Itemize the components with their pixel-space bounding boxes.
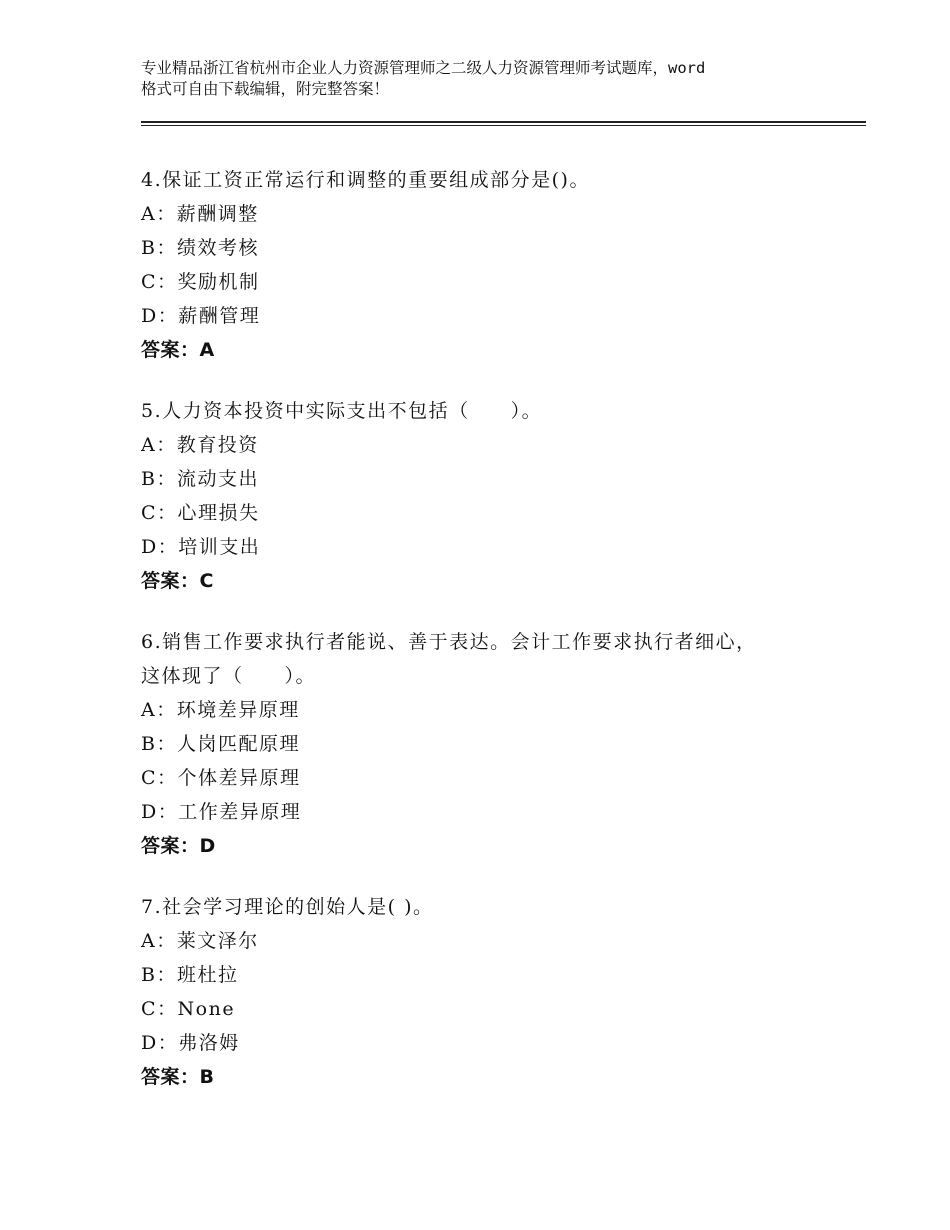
option-c: C：个体差异原理 — [141, 767, 301, 789]
question-stem-continued: 这体现了（ ）。 — [141, 665, 317, 687]
question-stem: 5.人力资本投资中实际支出不包括（ ）。 — [141, 400, 543, 422]
option-a: A：莱文泽尔 — [141, 930, 259, 952]
option-c: C：心理损失 — [141, 502, 260, 524]
answer: 答案：A — [141, 339, 215, 361]
option-d: D：工作差异原理 — [141, 801, 302, 823]
option-a: A：薪酬调整 — [141, 203, 259, 225]
question-stem: 6.销售工作要求执行者能说、善于表达。会计工作要求执行者细心， — [141, 631, 757, 653]
option-a: A：环境差异原理 — [141, 699, 300, 721]
option-b: B：流动支出 — [141, 468, 259, 490]
option-d: D：培训支出 — [141, 536, 261, 558]
question-stem: 7.社会学习理论的创始人是( )。 — [141, 896, 434, 918]
option-d: D：薪酬管理 — [141, 305, 261, 327]
answer: 答案：D — [141, 835, 216, 857]
question-6 — [141, 625, 861, 863]
document-header: 专业精品浙江省杭州市企业人力资源管理师之二级人力资源管理师考试题库，word 格式可自由下载编辑，附完整答案！ — [141, 59, 706, 98]
option-b: B：班杜拉 — [141, 964, 239, 986]
header-divider-thick — [141, 121, 866, 123]
option-d: D：弗洛姆 — [141, 1032, 240, 1054]
question-4 — [141, 163, 861, 367]
header-divider-thin — [141, 125, 866, 126]
answer: 答案：B — [141, 1066, 215, 1088]
question-list — [141, 163, 861, 1121]
option-b: B：人岗匹配原理 — [141, 733, 300, 755]
question-5 — [141, 394, 861, 598]
option-b: B：绩效考核 — [141, 237, 259, 259]
answer: 答案：C — [141, 570, 214, 592]
option-c: C：奖励机制 — [141, 271, 260, 293]
option-c: C：None — [141, 998, 236, 1020]
question-7 — [141, 890, 861, 1094]
question-stem: 4.保证工资正常运行和调整的重要组成部分是()。 — [141, 169, 590, 191]
option-a: A：教育投资 — [141, 434, 259, 456]
